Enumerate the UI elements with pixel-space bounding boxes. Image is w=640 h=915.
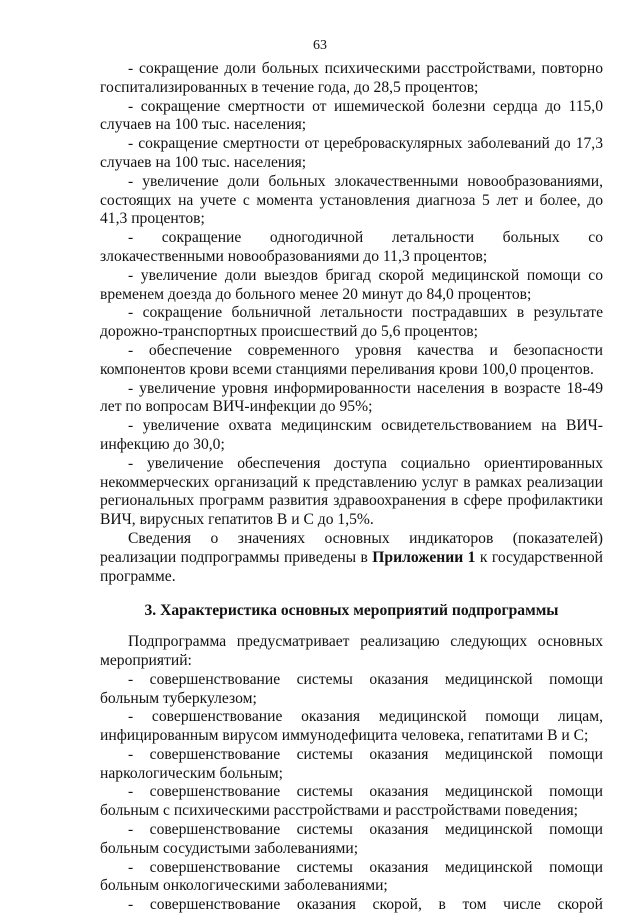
- section-heading: 3. Характеристика основных мероприятий подпрограммы: [144, 602, 559, 620]
- section-intro: Подпрограмма предусматривает реализацию следующих основных мероприятий:: [100, 633, 603, 669]
- indicator-item: - увеличение охвата медицинским освидетельствованием на ВИЧ-инфекцию до 30,0;: [100, 417, 603, 453]
- measure-item: - совершенствование системы оказания медицинской помощи больным сосудистыми заболеваниями;: [100, 821, 603, 857]
- measure-item: - совершенствование оказания скорой, в том числе скорой: [128, 896, 603, 914]
- appendix-reference: Приложении 1: [372, 548, 476, 566]
- indicator-item: - сокращение смертности от цереброваскулярных заболеваний до 17,3 случаев на 100 тыс. населения;: [100, 135, 603, 171]
- page-number: 63: [313, 38, 327, 53]
- indicator-item: - увеличение обеспечения доступа социально ориентированных некоммерческих организаций к представлению услуг в рамках реализации региональных программ развития здравоохранения в сфере профилактики ВИЧ, вирусных гепатитов В и С до 1,5%.: [100, 454, 603, 529]
- measure-item: - совершенствование оказания медицинской помощи лицам, инфицированным вирусом иммунодефицита человека, гепатитами В и С;: [100, 708, 603, 745]
- appendix-note: [100, 530, 603, 586]
- indicator-item: - сокращение смертности от ишемической болезни сердца до 115,0 случаев на 100 тыс. населения;: [100, 97, 603, 134]
- measure-item: - совершенствование системы оказания медицинской помощи больным с психическими расстройствами и расстройствами поведения;: [100, 783, 603, 820]
- measure-item: - совершенствование системы оказания медицинской помощи больным туберкулезом;: [100, 670, 603, 707]
- indicator-item: - сокращение доли больных психическими расстройствами, повторно госпитализированных в течение года, до 28,5 процентов;: [100, 60, 603, 96]
- appendix-note-text: Сведения о значениях основных индикаторов (показателей) реализации подпрограммы приведены в: [100, 529, 603, 566]
- measure-item: - совершенствование системы оказания медицинской помощи больным онкологическими заболеваниями;: [100, 858, 603, 895]
- indicator-item: - увеличение уровня информированности населения в возрасте 18-49 лет по вопросам ВИЧ-инфекции до 95%;: [100, 379, 603, 416]
- page-body: [100, 60, 603, 915]
- indicator-item: - сокращение больничной летальности пострадавших в результате дорожно-транспортных происшествий до 5,6 процентов;: [100, 304, 603, 341]
- measure-item: - совершенствование системы оказания медицинской помощи наркологическим больным;: [100, 745, 603, 782]
- indicator-item: - обеспечение современного уровня качества и безопасности компонентов крови всеми станциями переливания крови 100,0 процентов.: [100, 341, 603, 378]
- indicator-item: - увеличение доли больных злокачественными новообразованиями, состоящих на учете с момента установления диагноза 5 лет и более, до 41,3 процентов;: [100, 172, 603, 228]
- indicator-item: - увеличение доли выездов бригад скорой медицинской помощи со временем доезда до больного менее 20 минут до 84,0 процентов;: [100, 266, 603, 303]
- appendix-note-tail: к государственной программе.: [100, 548, 603, 585]
- indicator-item: - сокращение одногодичной летальности больных со злокачественными новообразованиями до 11,3 процентов;: [100, 229, 603, 265]
